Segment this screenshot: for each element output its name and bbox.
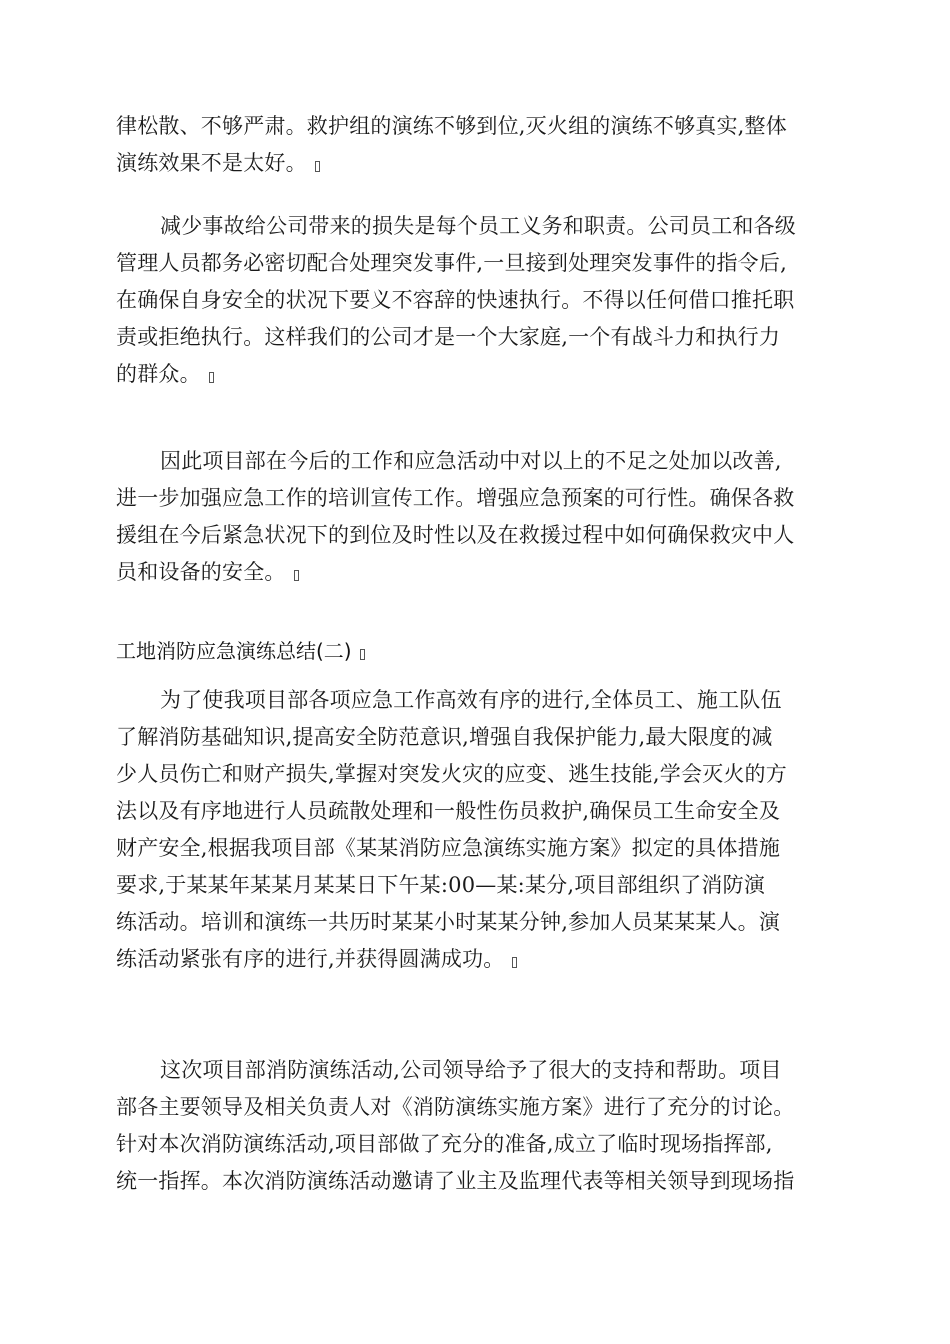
paragraph-mark-icon — [360, 649, 365, 660]
text-line: 管理人员都务必密切配合处理突发事件,一旦接到处理突发事件的指令后, — [116, 251, 787, 275]
text-line: 要求,于某某年某某月某某日下午某:00—某:某分,项目部组织了消防演 — [116, 873, 766, 897]
text-line: 部各主要领导及相关负责人对《消防演练实施方案》进行了充分的讨论。 — [116, 1095, 795, 1119]
text-line: 练活动。培训和演练一共历时某某小时某某分钟,参加人员某某某人。演 — [116, 910, 781, 934]
text-line: 的群众。 — [116, 362, 201, 386]
paragraph-mark-icon — [209, 372, 214, 383]
text-line: 因此项目部在今后的工作和应急活动中对以上的不足之处加以改善, — [160, 449, 782, 473]
section-heading-text: 工地消防应急演练总结(二) — [116, 639, 352, 663]
text-line: 针对本次消防演练活动,项目部做了充分的准备,成立了临时现场指挥部, — [116, 1132, 773, 1156]
text-line: 少人员伤亡和财产损失,掌握对突发火灾的应变、逃生技能,学会灭火的方 — [116, 762, 787, 786]
text-line: 律松散、不够严肃。救护组的演练不够到位,灭火组的演练不够真实,整体 — [116, 114, 787, 138]
text-line: 援组在今后紧急状况下的到位及时性以及在救援过程中如何确保救灾中人 — [116, 523, 795, 547]
text-line: 了解消防基础知识,提高安全防范意识,增强自我保护能力,最大限度的减 — [116, 725, 773, 749]
paragraph-1 — [116, 108, 831, 182]
text-line: 财产安全,根据我项目部《某某消防应急演练实施方案》拟定的具体措施 — [116, 836, 781, 860]
paragraph-mark-icon — [294, 570, 299, 581]
text-line: 员和设备的安全。 — [116, 560, 286, 584]
text-line: 练活动紧张有序的进行,并获得圆满成功。 — [116, 947, 505, 971]
paragraph-2 — [116, 208, 831, 393]
text-line: 演练效果不是太好。 — [116, 151, 307, 175]
paragraph-3 — [116, 443, 831, 591]
text-line: 为了使我项目部各项应急工作高效有序的进行,全体员工、施工队伍 — [160, 688, 782, 712]
paragraph-5 — [116, 1052, 831, 1200]
text-line: 减少事故给公司带来的损失是每个员工义务和职责。公司员工和各级 — [160, 214, 796, 238]
text-line: 进一步加强应急工作的培训宣传工作。增强应急预案的可行性。确保各救 — [116, 486, 795, 510]
paragraph-4 — [116, 682, 831, 978]
paragraph-mark-icon — [512, 957, 517, 968]
text-line: 法以及有序地进行人员疏散处理和一般性伤员救护,确保员工生命安全及 — [116, 799, 781, 823]
text-line: 在确保自身安全的状况下要义不容辞的快速执行。不得以任何借口推托职 — [116, 288, 795, 312]
text-line: 统一指挥。本次消防演练活动邀请了业主及监理代表等相关领导到现场指 — [116, 1169, 795, 1193]
paragraph-mark-icon — [315, 161, 320, 172]
text-line: 责或拒绝执行。这样我们的公司才是一个大家庭,一个有战斗力和执行力 — [116, 325, 781, 349]
section-heading — [116, 636, 831, 666]
text-line: 这次项目部消防演练活动,公司领导给予了很大的支持和帮助。项目 — [160, 1058, 782, 1082]
